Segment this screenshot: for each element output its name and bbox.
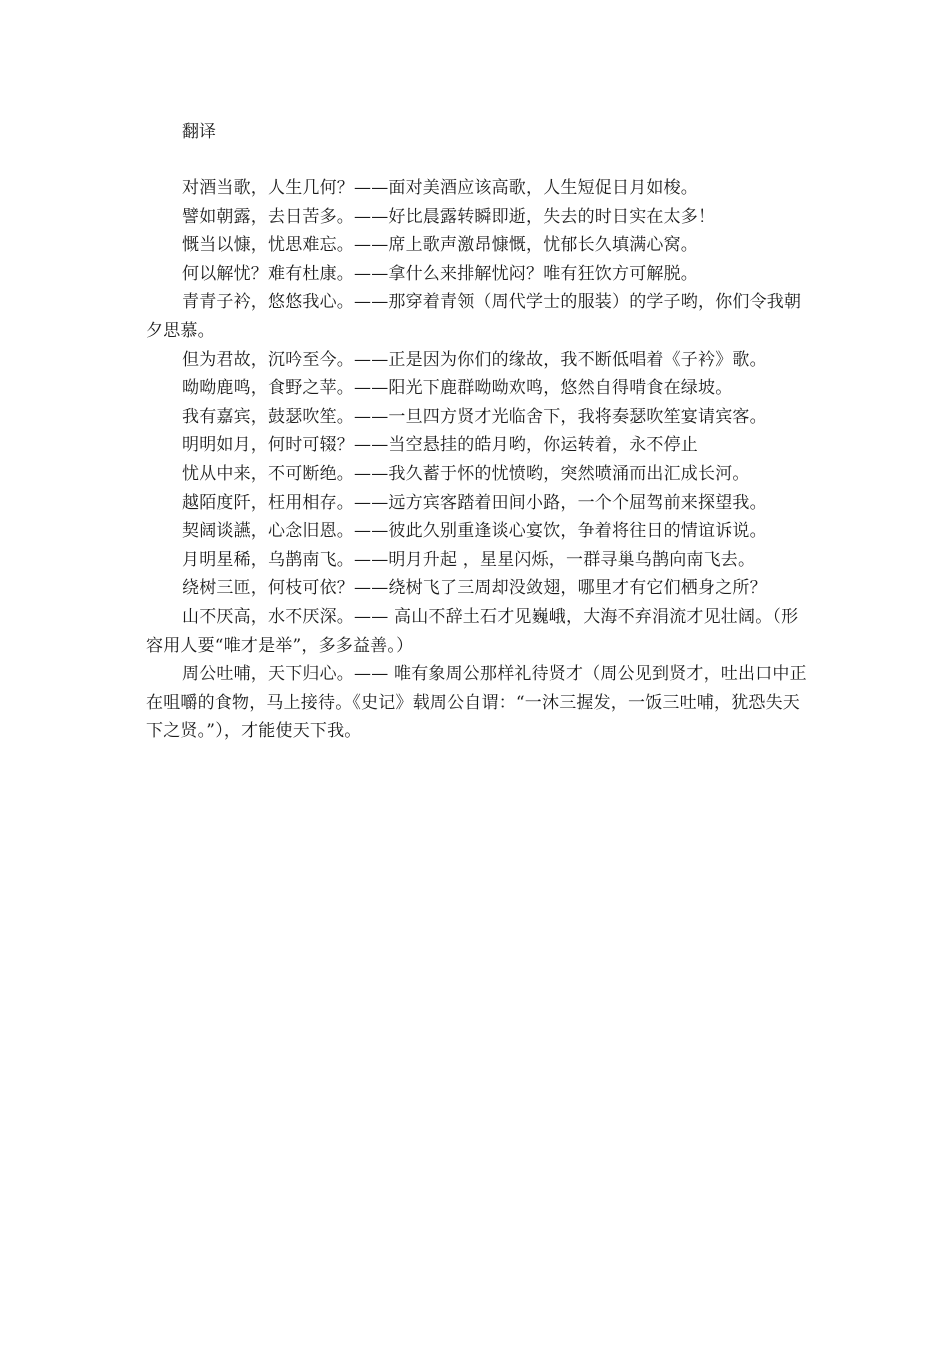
translation-line: 何以解忧？难有杜康。——拿什么来排解忧闷？唯有狂饮方可解脱。 bbox=[182, 263, 698, 284]
translation-line: 明明如月，何时可辍？——当空悬挂的皓月哟，你运转着，永不停止 bbox=[182, 435, 698, 456]
translation-line: 对酒当歌，人生几何？——面对美酒应该高歌，人生短促日月如梭。 bbox=[182, 178, 698, 198]
translation-line: 契阔谈讌，心念旧恩。——彼此久别重逢谈心宴饮，争着将往日的情谊诉说。 bbox=[182, 521, 767, 542]
translation-line: 青青子衿，悠悠我心。——那穿着青领（周代学士的服装）的学子哟，你们令我朝夕思慕。 bbox=[146, 292, 802, 341]
translation-line: 我有嘉宾，鼓瑟吹笙。——一旦四方贤才光临舍下，我将奏瑟吹笙宴请宾客。 bbox=[182, 406, 767, 427]
translation-line: 山不厌高，水不厌深。—— 高山不辞土石才见巍峨，大海不弃涓流才见壮阔。（形容用人要“唯才是举”，多多益善。） bbox=[146, 606, 799, 656]
translation-line: 譬如朝露，去日苦多。——好比晨露转瞬即逝，失去的时日实在太多！ bbox=[182, 206, 716, 227]
translation-line: 慨当以慷，忧思难忘。——席上歌声激昂慷慨，忧郁长久填满心窝。 bbox=[182, 235, 698, 256]
page-heading: 翻译 bbox=[182, 122, 216, 142]
translation-line: 忧从中来，不可断绝。——我久蓄于怀的忧愤哟，突然喷涌而出汇成长河。 bbox=[182, 463, 750, 484]
translation-line: 但为君故，沉吟至今。——正是因为你们的缘故，我不断低唱着《子衿》歌。 bbox=[182, 349, 767, 370]
translation-line: 周公吐哺，天下归心。—— 唯有象周公那样礼待贤才（周公见到贤才，吐出口中正在咀嚼的食物，马上接待。《史记》载周公自谓：“一沐三握发，一饭三吐哺，犹恐失天下之贤。”），才能使天下我。 bbox=[146, 664, 807, 742]
translation-line: 呦呦鹿鸣，食野之苹。——阳光下鹿群呦呦欢鸣，悠然自得啃食在绿坡。 bbox=[182, 378, 733, 399]
translation-line: 月明星稀，乌鹊南飞。——明月升起 ，星星闪烁，一群寻巢乌鹊向南飞去。 bbox=[182, 549, 756, 570]
translation-line: 绕树三匝，何枝可依？——绕树飞了三周却没敛翅，哪里才有它们栖身之所？ bbox=[182, 578, 767, 599]
translation-line: 越陌度阡，枉用相存。——远方宾客踏着田间小路，一个个屈驾前来探望我。 bbox=[182, 492, 767, 513]
document-page bbox=[146, 118, 814, 746]
